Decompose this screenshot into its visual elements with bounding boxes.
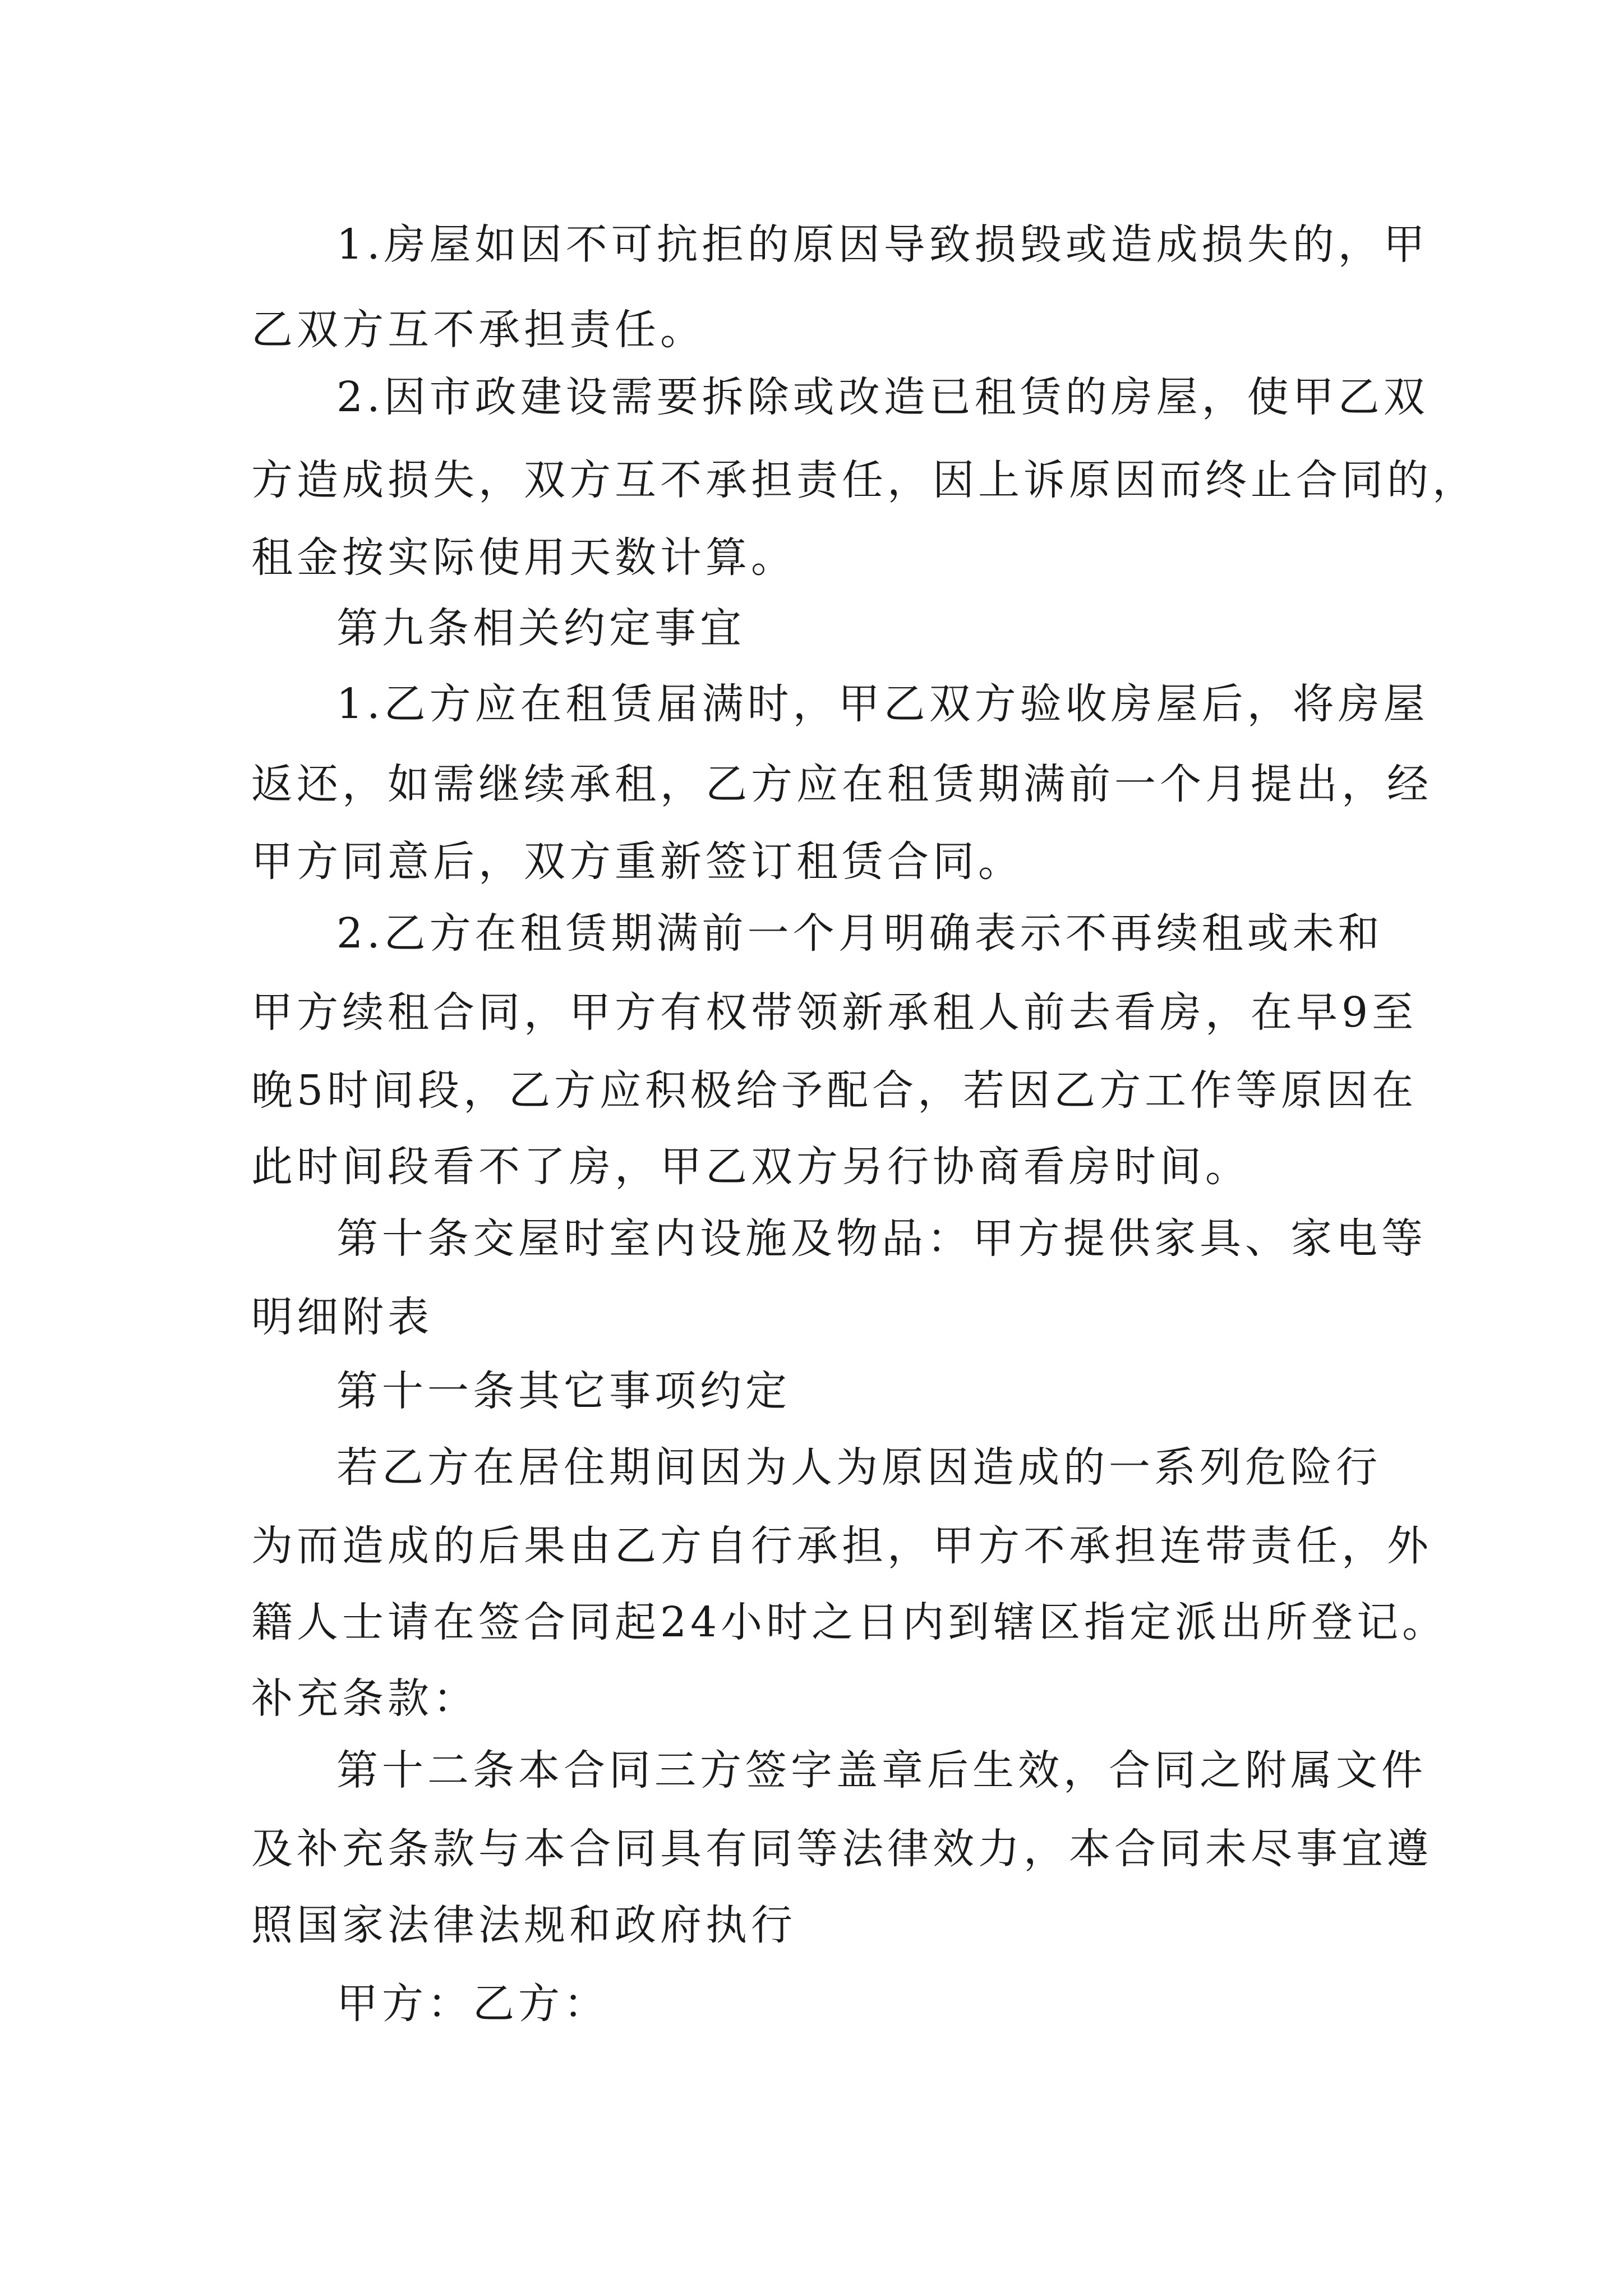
text-line: 2.乙方在租赁期满前一个月明确表示不再续租或未和 xyxy=(336,909,1384,958)
text-line: 籍人士请在签合同起24小时之日内到辖区指定派出所登记。 xyxy=(251,1598,1448,1646)
text-line: 租金按实际使用天数计算。 xyxy=(251,533,796,582)
text-line: 甲方续租合同，甲方有权带领新承租人前去看房，在早9至 xyxy=(251,988,1418,1037)
text-line: 为而造成的后果由乙方自行承担，甲方不承担连带责任，外 xyxy=(251,1522,1432,1570)
text-line: 及补充条款与本合同具有同等法律效力，本合同未尽事宜遵 xyxy=(251,1825,1432,1873)
text-line: 1.房屋如因不可抗拒的原因导致损毁或造成损失的，甲 xyxy=(336,220,1429,269)
text-line: 甲方同意后，双方重新签订租赁合同。 xyxy=(251,838,1023,886)
section-heading: 第十一条其它事项约定 xyxy=(336,1367,791,1415)
text-line: 明细附表 xyxy=(251,1293,433,1341)
text-line: 晚5时间段，乙方应积极给予配合，若因乙方工作等原因在 xyxy=(251,1066,1418,1115)
text-line: 乙双方互不承担责任。 xyxy=(251,306,706,354)
section-heading: 第十二条本合同三方签字盖章后生效，合同之附属文件 xyxy=(336,1746,1427,1795)
signature-line: 甲方：乙方： xyxy=(336,1980,609,2028)
section-heading: 第十条交屋时室内设施及物品：甲方提供家具、家电等 xyxy=(336,1214,1427,1263)
section-heading: 第九条相关约定事宜 xyxy=(336,604,745,652)
text-line: 若乙方在居住期间因为人为原因造成的一系列危险行 xyxy=(336,1443,1381,1492)
text-line: 补充条款： xyxy=(251,1674,478,1723)
text-line: 返还，如需继续承租，乙方应在租赁期满前一个月提出，经 xyxy=(251,760,1432,808)
text-line: 2.因市政建设需要拆除或改造已租赁的房屋，使甲乙双 xyxy=(336,373,1429,421)
text-line: 此时间段看不了房，甲乙双方另行协商看房时间。 xyxy=(251,1143,1251,1191)
text-line: 1.乙方应在租赁届满时，甲乙双方验收房屋后，将房屋 xyxy=(336,680,1429,728)
text-line: 照国家法律法规和政府执行 xyxy=(251,1901,796,1949)
text-line: 方造成损失，双方互不承担责任，因上诉原因而终止合同的， xyxy=(251,456,1478,504)
